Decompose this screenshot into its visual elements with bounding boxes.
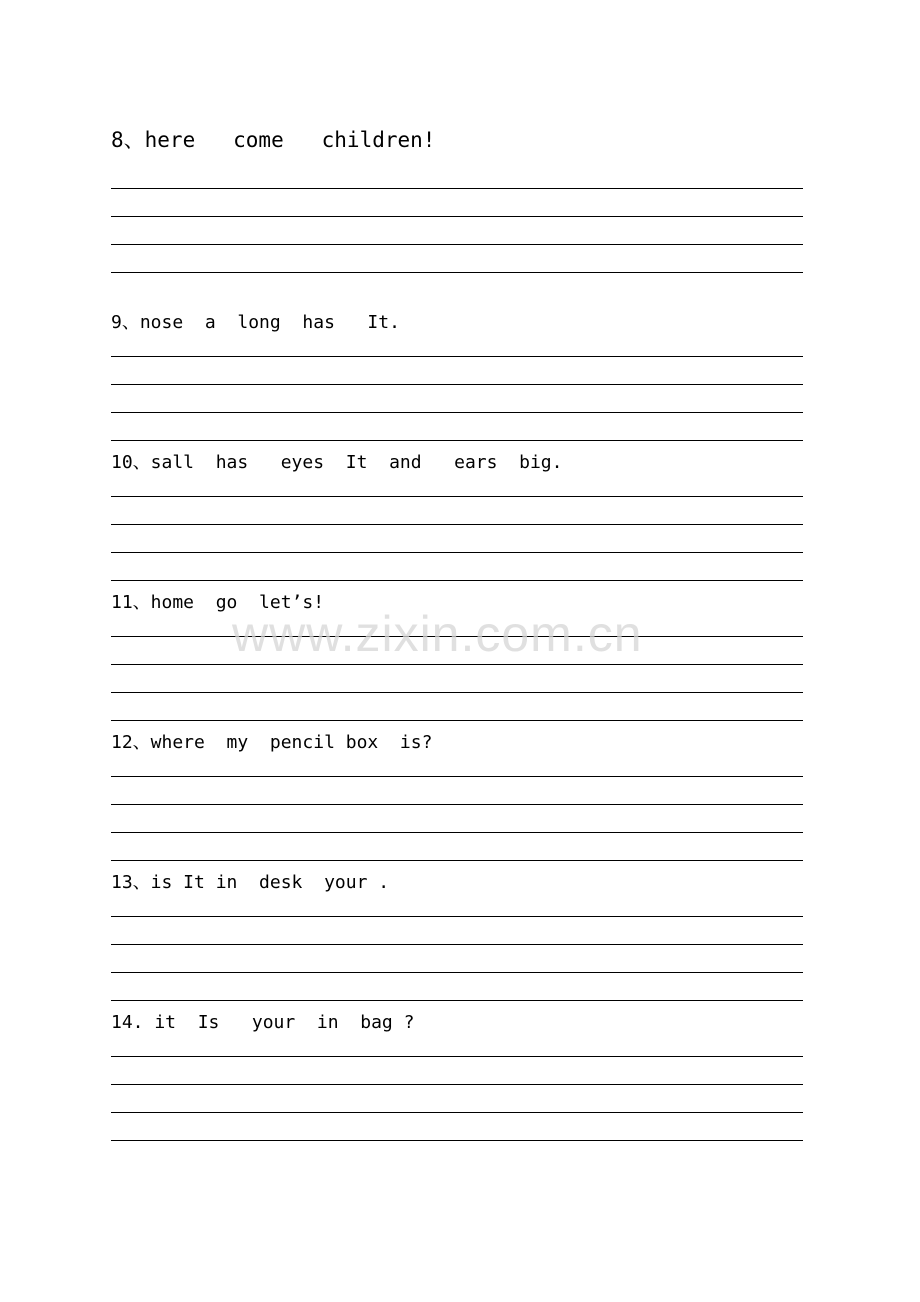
answer-line bbox=[111, 356, 803, 357]
answer-line bbox=[111, 440, 803, 441]
exercise-prompt: 12、where my pencil box is? bbox=[111, 732, 433, 753]
exercise-prompt: 10、sall has eyes It and ears big. bbox=[111, 452, 563, 473]
answer-line bbox=[111, 524, 803, 525]
answer-line bbox=[111, 272, 803, 273]
answer-line bbox=[111, 580, 803, 581]
answer-line bbox=[111, 216, 803, 217]
answer-line bbox=[111, 1140, 803, 1141]
answer-line bbox=[111, 412, 803, 413]
answer-line bbox=[111, 944, 803, 945]
watermark: www.zixin.com.cn bbox=[232, 606, 643, 662]
answer-line bbox=[111, 692, 803, 693]
answer-line bbox=[111, 188, 803, 189]
answer-line bbox=[111, 496, 803, 497]
answer-line bbox=[111, 916, 803, 917]
answer-line bbox=[111, 832, 803, 833]
answer-line bbox=[111, 636, 803, 637]
answer-line bbox=[111, 664, 803, 665]
answer-line bbox=[111, 384, 803, 385]
answer-line bbox=[111, 1084, 803, 1085]
answer-line bbox=[111, 1112, 803, 1113]
answer-line bbox=[111, 804, 803, 805]
exercise-prompt: 8、here come children! bbox=[111, 128, 436, 152]
exercise-prompt: 14. it Is your in bag ? bbox=[111, 1012, 415, 1033]
answer-line bbox=[111, 776, 803, 777]
exercise-prompt: 11、home go let’s! bbox=[111, 592, 325, 613]
answer-line bbox=[111, 860, 803, 861]
answer-line bbox=[111, 1000, 803, 1001]
answer-line bbox=[111, 720, 803, 721]
answer-line bbox=[111, 552, 803, 553]
exercise-prompt: 9、nose a long has It. bbox=[111, 312, 400, 333]
answer-line bbox=[111, 244, 803, 245]
exercise-prompt: 13、is It in desk your . bbox=[111, 872, 390, 893]
answer-line bbox=[111, 1056, 803, 1057]
answer-line bbox=[111, 972, 803, 973]
